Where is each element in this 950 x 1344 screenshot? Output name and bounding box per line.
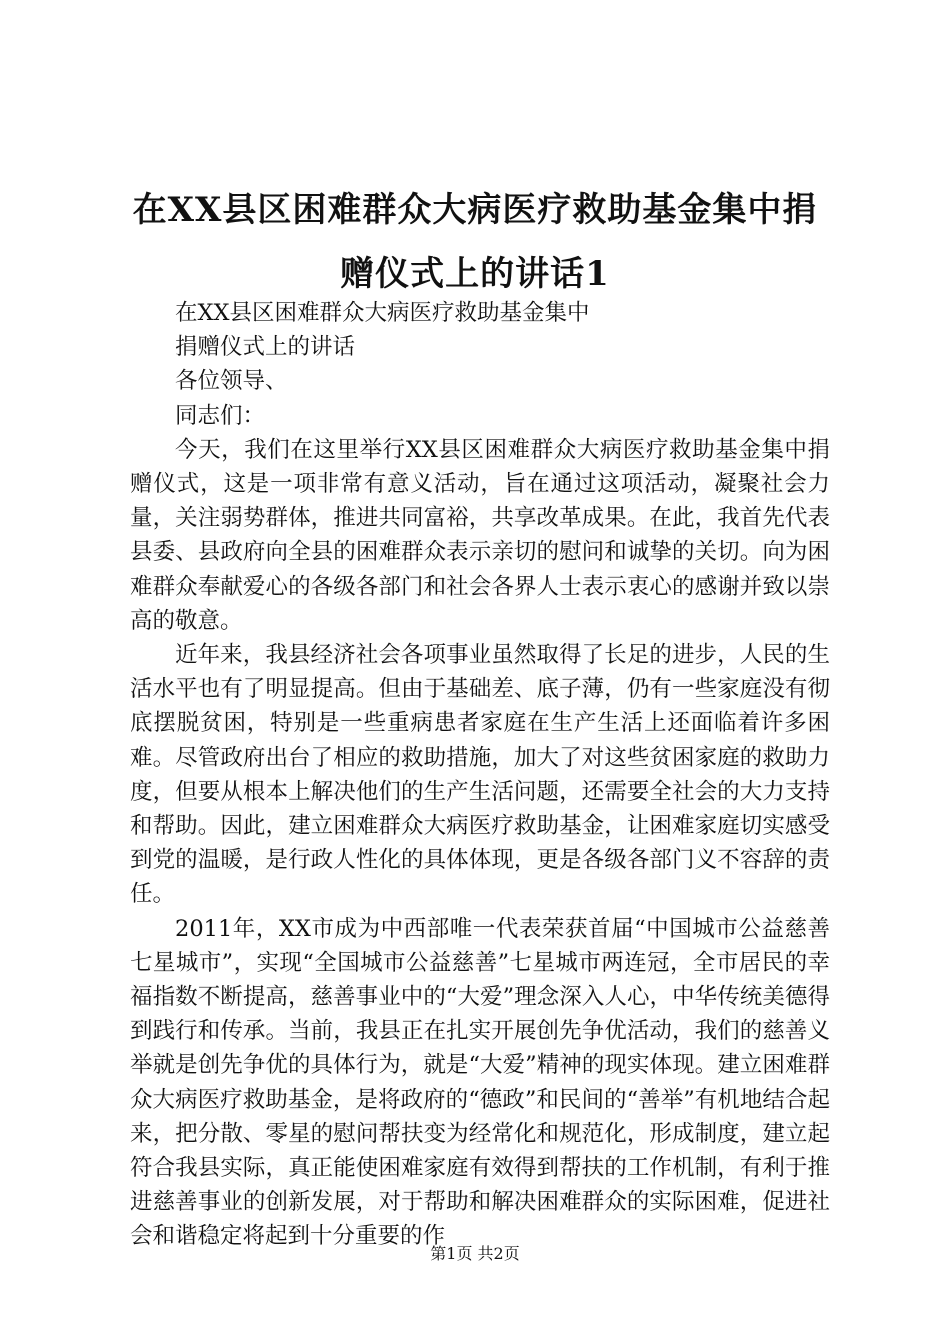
subheading-line-2: 捐赠仪式上的讲话 [175, 334, 356, 361]
page-number-footer: 第1页 共2页 [430, 1244, 520, 1263]
subheading-line-1: 在XX县区困难群众大病医疗救助基金集中 [175, 300, 590, 326]
document-body [130, 296, 830, 1254]
document-title: 在XX县区困难群众大病医疗救助基金集中捐赠仪式上的讲话1 [132, 190, 818, 294]
salutation-line-2: 同志们： [175, 402, 266, 429]
salutation-line-1: 各位领导、 [175, 368, 288, 395]
paragraph-2: 近年来，我县经济社会各项事业虽然取得了长足的进步，人民的生活水平也有了明显提高。但由于基础差、底子薄，仍有一些家庭没有彻底摆脱贫困，特别是一些重病患者家庭在生产生活上还面临着许多困难。尽管政府出台了相应的救助措施，加大了对这些贫困家庭的救助力度，但要从根本上解决他们的生产生活问题，还需要全社会的大力支持和帮助。因此，建立困难群众大病医疗救助基金，让困难家庭切实感受到党的温暖，是行政人性化的具体体现，更是各级各部门义不容辞的责任。 [130, 642, 830, 908]
paragraph-3: 2011年，XX市成为中西部唯一代表荣获首届“中国城市公益慈善七星城市”，实现“全国城市公益慈善”七星城市两连冠，全市居民的幸福指数不断提高，慈善事业中的“大爱”理念深入人心，中华传统美德得到践行和传承。当前，我县正在扎实开展创先争优活动，我们的慈善义举就是创先争优的具体行为，就是“大爱”精神的现实体现。建立困难群众大病医疗救助基金，是将政府的“德政”和民间的“善举”有机地结合起来，把分散、零星的慰问帮扶变为经常化和规范化，形成制度，建立起符合我县实际，真正能使困难家庭有效得到帮扶的工作机制，有利于推进慈善事业的创新发展，对于帮助和解决困难群众的实际困难，促进社会和谐稳定将起到十分重要的作 [130, 915, 830, 1250]
paragraph-1: 今天，我们在这里举行XX县区困难群众大病医疗救助基金集中捐赠仪式，这是一项非常有意义活动，旨在通过这项活动，凝聚社会力量，关注弱势群体，推进共同富裕，共享改革成果。在此，我首先代表县委、县政府向全县的困难群众表示亲切的慰问和诚挚的关切。向为困难群众奉献爱心的各级各部门和社会各界人士表示衷心的感谢并致以崇高的敬意。 [130, 436, 830, 634]
